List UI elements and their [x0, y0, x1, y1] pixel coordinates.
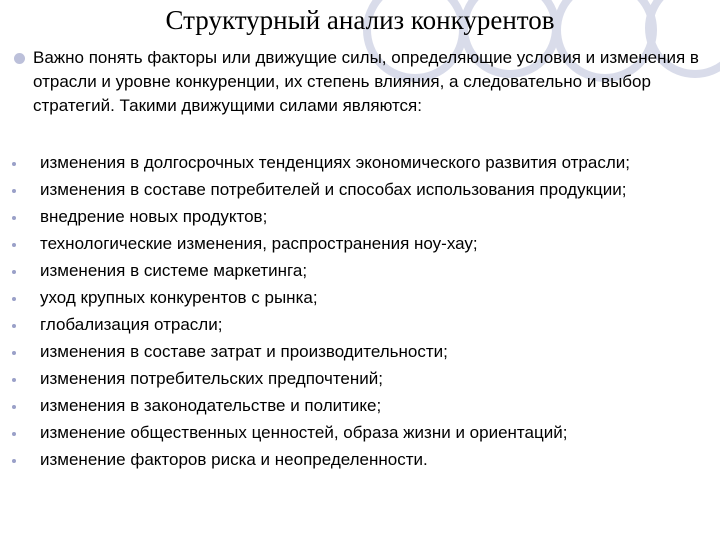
bullet-dot-icon: [12, 324, 16, 328]
list-item-text: изменения в составе потребителей и способах использования продукции;: [40, 180, 627, 199]
list-item-text: изменение общественных ценностей, образа жизни и ориентаций;: [40, 423, 568, 442]
list-item: [12, 231, 712, 256]
circle-bullet-icon: [14, 53, 25, 64]
list-item: [12, 393, 712, 418]
list-item-text: изменения в составе затрат и производительности;: [40, 342, 448, 361]
list-item-text: глобализация отрасли;: [40, 315, 223, 334]
list-item: [12, 312, 712, 337]
bullet-dot-icon: [12, 162, 16, 166]
bullet-dot-icon: [12, 405, 16, 409]
list-item-text: уход крупных конкурентов с рынка;: [40, 288, 318, 307]
list-item-text: изменение факторов риска и неопределенности.: [40, 450, 428, 469]
list-item: [12, 447, 712, 472]
list-item: [12, 150, 712, 175]
list-item: [12, 285, 712, 310]
list-item: [12, 204, 712, 229]
list-item-text: изменения потребительских предпочтений;: [40, 369, 383, 388]
list-item-text: изменения в долгосрочных тенденциях экономического развития отрасли;: [40, 153, 630, 172]
list-item-text: технологические изменения, распространения ноу-хау;: [40, 234, 478, 253]
bullet-dot-icon: [12, 432, 16, 436]
list-item: [12, 339, 712, 364]
bullet-dot-icon: [12, 297, 16, 301]
list-item: [12, 177, 712, 202]
list-item: [12, 258, 712, 283]
list-item-text: внедрение новых продуктов;: [40, 207, 268, 226]
list-item: [12, 366, 712, 391]
factor-list: [12, 150, 712, 474]
intro-paragraph: [12, 46, 712, 118]
bullet-dot-icon: [12, 270, 16, 274]
bullet-dot-icon: [12, 351, 16, 355]
slide-title: Структурный анализ конкурентов: [165, 5, 555, 35]
intro-text: Важно понять факторы или движущие силы, определяющие условия и изменения в отрасли и уровне конкуренции, их степень влияния, а следовательно и выбор стратегий. Такими движущими силами являются:: [33, 48, 699, 115]
bullet-dot-icon: [12, 189, 16, 193]
list-item-text: изменения в законодательстве и политике;: [40, 396, 382, 415]
bullet-dot-icon: [12, 459, 16, 463]
bullet-dot-icon: [12, 216, 16, 220]
bullet-dot-icon: [12, 243, 16, 247]
list-item-text: изменения в системе маркетинга;: [40, 261, 308, 280]
bullet-dot-icon: [12, 378, 16, 382]
list-item: [12, 420, 712, 445]
